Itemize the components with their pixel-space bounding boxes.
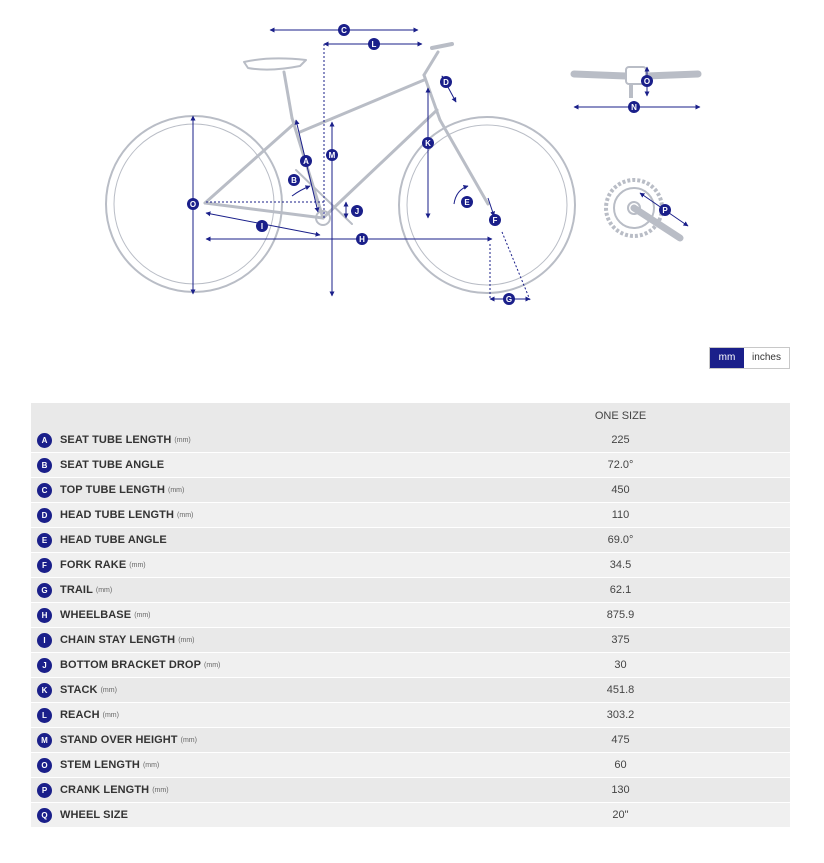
handlebar-inset <box>574 67 700 113</box>
svg-text:D: D <box>443 78 449 87</box>
badge-p <box>659 204 671 216</box>
geometry-table <box>31 403 790 828</box>
badge-n <box>628 101 640 113</box>
metric-unit: (mm) <box>168 486 185 494</box>
svg-text:C: C <box>341 26 347 35</box>
badge-g <box>503 293 515 305</box>
letter-badge: B <box>37 458 52 473</box>
unit-mm-button[interactable]: mm <box>710 348 744 368</box>
svg-text:P: P <box>662 206 668 215</box>
metric-value: 30 <box>451 653 790 678</box>
metric-value: 130 <box>451 778 790 803</box>
metric-label: STAND OVER HEIGHT <box>60 734 178 746</box>
table-row <box>31 653 790 678</box>
unit-inches-button[interactable]: inches <box>744 348 789 368</box>
table-row <box>31 453 790 478</box>
svg-text:M: M <box>328 151 336 160</box>
metric-value: 69.0° <box>451 528 790 553</box>
letter-badge: M <box>37 733 52 748</box>
table-row <box>31 728 790 753</box>
metric-label: FORK RAKE <box>60 559 127 571</box>
svg-text:O: O <box>643 77 651 86</box>
metric-unit: (mm) <box>102 711 119 719</box>
letter-badge: I <box>37 633 52 648</box>
badge-m <box>326 149 338 161</box>
dimension-lines <box>193 30 530 300</box>
bike-geometry-svg <box>0 0 824 340</box>
metric-unit: (mm) <box>177 511 194 519</box>
letter-badge: E <box>37 533 52 548</box>
letter-badge: F <box>37 558 52 573</box>
letter-badge: Q <box>37 808 52 823</box>
svg-text:L: L <box>371 40 377 49</box>
svg-text:I: I <box>260 222 264 231</box>
crank-inset <box>606 180 688 238</box>
badge-e <box>461 196 473 208</box>
badge-i <box>256 220 268 232</box>
metric-label: TOP TUBE LENGTH <box>60 484 165 496</box>
table-row <box>31 528 790 553</box>
table-row <box>31 678 790 703</box>
metric-unit: (mm) <box>174 436 191 444</box>
unit-toggle <box>709 347 790 369</box>
metric-unit: (mm) <box>134 611 151 619</box>
bike-geometry-diagram <box>0 0 824 340</box>
letter-badge: L <box>37 708 52 723</box>
metric-unit: (mm) <box>95 586 113 594</box>
table-row <box>31 803 790 828</box>
badge-j <box>351 205 363 217</box>
badge-b <box>288 174 300 186</box>
table-row <box>31 578 790 603</box>
letter-badge: D <box>37 508 52 523</box>
svg-text:N: N <box>631 103 637 112</box>
metric-unit: (mm) <box>204 661 221 669</box>
metric-unit: (mm) <box>178 636 195 644</box>
metric-value: 450 <box>451 478 790 503</box>
badge-k <box>422 137 434 149</box>
badge-c <box>338 24 350 36</box>
metric-label: SEAT TUBE ANGLE <box>60 459 165 471</box>
badge-h <box>356 233 368 245</box>
svg-text:K: K <box>425 139 431 148</box>
letter-badge: O <box>37 758 52 773</box>
metric-value: 875.9 <box>451 603 790 628</box>
metric-unit: (mm) <box>142 761 160 769</box>
metric-label: STACK <box>60 684 98 696</box>
table-row <box>31 428 790 453</box>
letter-badge: P <box>37 783 52 798</box>
svg-text:F: F <box>492 216 498 225</box>
metric-value: 62.1 <box>451 578 790 603</box>
metric-value: 110 <box>451 503 790 528</box>
badge-f <box>489 214 501 226</box>
metric-value: 225 <box>451 428 790 453</box>
svg-text:E: E <box>464 198 470 207</box>
metric-unit: (mm) <box>129 561 146 569</box>
table-body <box>31 428 790 828</box>
metric-label: BOTTOM BRACKET DROP <box>60 659 202 671</box>
table-header-row <box>31 403 790 428</box>
svg-text:A: A <box>303 157 309 166</box>
metric-label: SEAT TUBE LENGTH <box>60 434 172 446</box>
table-row <box>31 603 790 628</box>
table-row <box>31 478 790 503</box>
metric-value: 20" <box>451 803 790 828</box>
badge-a <box>300 155 312 167</box>
metric-label: REACH <box>60 709 100 721</box>
metric-label: STEM LENGTH <box>60 759 140 771</box>
metric-unit: (mm) <box>100 686 117 694</box>
table-row <box>31 778 790 803</box>
metric-value: 375 <box>451 628 790 653</box>
letter-badge: G <box>37 583 52 598</box>
badge-l <box>368 38 380 50</box>
svg-text:G: G <box>505 295 513 304</box>
letter-badge: H <box>37 608 52 623</box>
table-row <box>31 703 790 728</box>
metric-label: HEAD TUBE LENGTH <box>60 509 175 521</box>
metric-label: TRAIL <box>60 584 93 596</box>
letter-badge: J <box>37 658 52 673</box>
table-header-label <box>31 403 451 428</box>
svg-text:B: B <box>291 176 297 185</box>
letter-badge: K <box>37 683 52 698</box>
table-row <box>31 753 790 778</box>
metric-label: WHEELBASE <box>60 609 132 621</box>
metric-value: 303.2 <box>451 703 790 728</box>
metric-value: 451.8 <box>451 678 790 703</box>
badge-o <box>187 198 199 210</box>
table-header-size: ONE SIZE <box>451 403 790 428</box>
svg-text:H: H <box>359 235 365 244</box>
table-row <box>31 553 790 578</box>
metric-value: 60 <box>451 753 790 778</box>
metric-label: HEAD TUBE ANGLE <box>60 534 167 546</box>
metric-value: 34.5 <box>451 553 790 578</box>
badge-d <box>440 76 452 88</box>
table-row <box>31 503 790 528</box>
svg-text:O: O <box>189 200 197 209</box>
metric-label: WHEEL SIZE <box>60 809 129 821</box>
badge-o-stem <box>641 75 653 87</box>
metric-label: CHAIN STAY LENGTH <box>60 634 176 646</box>
metric-value: 475 <box>451 728 790 753</box>
letter-badge: A <box>37 433 52 448</box>
metric-label: CRANK LENGTH <box>60 784 150 796</box>
metric-unit: (mm) <box>152 786 169 794</box>
letter-badge: C <box>37 483 52 498</box>
metric-unit: (mm) <box>180 736 197 744</box>
svg-text:J: J <box>354 207 360 216</box>
metric-value: 72.0° <box>451 453 790 478</box>
table-row <box>31 628 790 653</box>
